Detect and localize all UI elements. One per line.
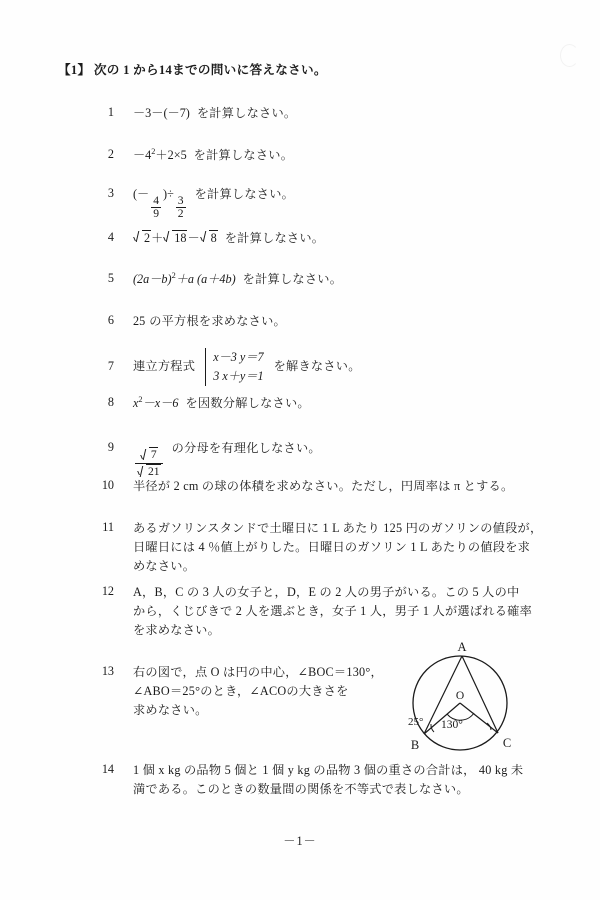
problem-10	[88, 477, 513, 496]
expression-lead: －4	[133, 148, 152, 163]
problem-body	[133, 519, 542, 576]
denominator: 2	[177, 207, 184, 221]
problem-number: 14	[101, 762, 114, 776]
text-line: めなさい。	[133, 558, 196, 573]
problem-body	[133, 477, 513, 496]
instruction: を因数分解しなさい。	[185, 396, 310, 411]
radicand: 18	[174, 231, 187, 245]
problem-5	[88, 270, 342, 289]
operator-minus: －	[187, 231, 200, 245]
numerator: 3	[177, 193, 184, 207]
text-line: 日曜日には 4 ％値上がりした。日曜日のガソリン 1 L あたりの値段を求	[133, 539, 531, 554]
value: 25	[133, 314, 146, 328]
expression: －3－(－7)	[133, 106, 190, 120]
expression-rest: －x－6	[142, 396, 179, 411]
expression-rest: ＋a (a＋4b)	[175, 272, 236, 287]
problem-9	[88, 431, 321, 479]
problem-11	[88, 519, 542, 576]
text-line: 右の図で，点 O は円の中心，∠BOC＝130°，	[133, 665, 383, 679]
radical-sqrt-7	[140, 447, 158, 462]
simultaneous-equations	[205, 348, 263, 386]
divide-operator: )÷	[163, 187, 174, 201]
expression-rest: ＋2×5	[155, 148, 187, 163]
problem-number: 6	[107, 313, 114, 327]
radicand: 7	[150, 448, 157, 462]
text-line: 1 個 x kg の品物 5 個と 1 個 y kg の品物 3 個の重さの合計は， 40 kg 未	[133, 763, 524, 777]
label-vertex-c: C	[502, 736, 512, 750]
numerator: 4	[153, 193, 160, 207]
text-line: 満である。このときの数量間の関係を不等式で表しなさい。	[133, 781, 469, 796]
problem-number: 10	[101, 478, 114, 492]
fraction-four-ninths	[151, 195, 161, 221]
problem-14	[88, 761, 523, 799]
problem-number: 4	[107, 230, 114, 244]
problem-number: 7	[107, 359, 114, 373]
instruction: を解きなさい。	[273, 359, 361, 373]
problem-body	[133, 583, 532, 640]
problem-4	[88, 229, 324, 248]
problem-body	[133, 146, 293, 165]
operator-plus: ＋	[151, 231, 164, 245]
radical-sqrt-2	[133, 229, 151, 248]
problem-number: 2	[107, 147, 114, 161]
problem-7	[88, 348, 361, 386]
instruction: の分母を有理化しなさい。	[171, 441, 321, 455]
text-line: あるガソリンスタンドで土曜日に 1 L あたり 125 円のガソリンの値段が，	[133, 521, 543, 535]
problem-12	[88, 583, 532, 640]
problem-number: 3	[107, 186, 114, 200]
problem-body	[133, 761, 523, 799]
problem-number: 1	[107, 105, 114, 119]
instruction: の平方根を求めなさい。	[149, 314, 286, 328]
problem-number: 5	[107, 271, 114, 285]
text-line: ∠ABO＝25°のとき，∠ACOの大きさを	[133, 683, 349, 698]
problem-body	[133, 394, 310, 413]
problem-13	[88, 663, 383, 720]
problem-2	[88, 146, 293, 165]
paren-open: (－	[133, 187, 150, 201]
problem-number: 13	[101, 664, 114, 678]
equation-2: 3 x＋y＝1	[213, 369, 264, 384]
instruction: を計算しなさい。	[242, 272, 343, 287]
exponent: 2	[171, 271, 176, 280]
radicand: 8	[210, 231, 217, 245]
problem-body	[133, 229, 324, 248]
problem-body	[133, 663, 383, 720]
problem-body	[133, 348, 361, 386]
scan-artifact-ring	[560, 44, 579, 67]
text-line: 半径が 2 cm の球の体積を求めなさい。ただし，円周率は π とする。	[133, 479, 514, 493]
denominator: 9	[153, 207, 160, 221]
radicand: 21	[148, 465, 160, 479]
problem-6	[88, 312, 286, 331]
label-angle-boc: 130°	[441, 719, 463, 731]
problem-3	[88, 185, 294, 220]
radical-sqrt-8	[200, 229, 218, 248]
problem-number: 11	[102, 520, 114, 534]
radicand: 2	[144, 231, 151, 245]
problem-body	[133, 185, 294, 220]
problem-body	[133, 312, 286, 331]
segment-oc	[460, 703, 498, 733]
simultaneous-label: 連立方程式	[133, 359, 196, 373]
problem-1	[88, 104, 296, 123]
label-center-o: O	[455, 690, 465, 702]
problem-body	[133, 431, 321, 479]
text-line: A，B，C の 3 人の女子と，D，E の 2 人の男子がいる。この 5 人の中	[133, 585, 520, 599]
numerator	[138, 447, 160, 462]
label-vertex-b: B	[410, 738, 420, 752]
exponent: 2	[138, 395, 143, 404]
circle-geometry-diagram	[398, 637, 523, 762]
instruction: を計算しなさい。	[193, 148, 294, 163]
instruction: を計算しなさい。	[224, 231, 325, 245]
problem-8	[88, 394, 310, 413]
exponent: 2	[151, 147, 156, 156]
problem-number: 9	[107, 440, 114, 454]
fraction-three-halves	[176, 195, 186, 221]
problem-number: 8	[107, 395, 114, 409]
text-line: 求めなさい。	[133, 702, 208, 717]
section-header: 【1】 次の 1 から14までの問いに答えなさい。	[58, 63, 327, 77]
problem-number: 12	[101, 584, 114, 598]
expression-lead: x	[133, 396, 139, 411]
expression-lead: (2a－b)	[133, 272, 172, 287]
text-line: から，くじびきで 2 人を選ぶとき，女子 1 人，男子 1 人が選ばれる確率	[133, 603, 533, 618]
label-vertex-a: A	[457, 640, 467, 654]
radical-sqrt-18	[163, 229, 187, 248]
fraction-sqrt7-over-sqrt21	[135, 447, 163, 478]
segment-ac	[462, 656, 498, 733]
problem-body	[133, 104, 296, 123]
equation-1: x－3 y＝7	[213, 350, 264, 365]
instruction: を計算しなさい。	[194, 187, 295, 201]
label-angle-abo: 25°	[408, 716, 424, 728]
problem-body	[133, 270, 342, 289]
text-line: を求めなさい。	[133, 622, 221, 637]
equation-brace	[205, 348, 206, 386]
page-number: －1－	[283, 834, 317, 848]
instruction: を計算しなさい。	[196, 106, 297, 120]
